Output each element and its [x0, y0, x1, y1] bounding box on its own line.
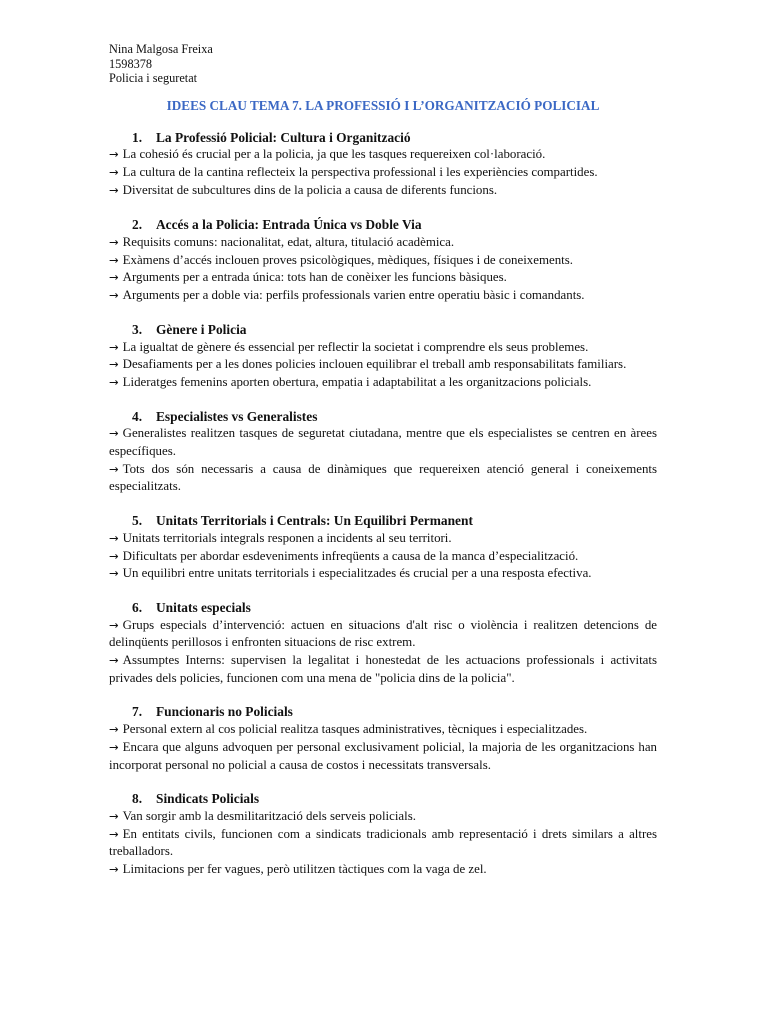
section-3	[109, 321, 657, 392]
section-8	[109, 790, 657, 879]
bullet-text: En entitats civils, funcionen com a sindicats tradicionals amb representació i drets similars a altres treballadors.	[109, 826, 657, 859]
bullet-item	[109, 461, 657, 496]
arrow-right-icon: →	[109, 739, 119, 754]
course-name: Policia i seguretat	[109, 71, 198, 85]
bullet-item	[109, 146, 657, 164]
bullet-item	[109, 356, 657, 374]
bullet-item	[109, 617, 657, 652]
arrow-right-icon: →	[109, 461, 119, 476]
arrow-right-icon: →	[109, 357, 119, 372]
bullet-item	[109, 652, 657, 687]
arrow-right-icon: →	[109, 426, 119, 441]
section-heading	[109, 129, 657, 147]
section-2	[109, 216, 657, 305]
arrow-right-icon: →	[109, 288, 119, 303]
bullet-item	[109, 374, 657, 392]
bullet-text: Van sorgir amb la desmilitarització dels serveis policials.	[122, 809, 416, 823]
bullet-item	[109, 182, 657, 200]
arrow-right-icon: →	[109, 653, 119, 668]
bullet-text: Generalistes realitzen tasques de seguretat ciutadana, mentre que els especialistes se centren en àrees específiques.	[109, 426, 657, 459]
bullet-item	[109, 339, 657, 357]
bullet-item	[109, 861, 657, 879]
bullet-item	[109, 252, 657, 270]
bullet-text: Grups especials d’intervenció: actuen en situacions d'alt risc o violència i realitzen detencions de delinqüents perillosos i enfronten situacions de risc extrem.	[109, 617, 657, 650]
arrow-right-icon: →	[109, 722, 119, 737]
section-heading-text: Especialistes vs Generalistes	[156, 408, 318, 424]
arrow-right-icon: →	[109, 339, 119, 354]
bullet-text: Dificultats per abordar esdeveniments infreqüents a causa de la manca d’especialització.	[122, 548, 579, 563]
section-number: 8.	[132, 791, 143, 807]
section-heading	[109, 216, 657, 234]
section-heading-text: Sindicats Policials	[156, 791, 260, 807]
bullet-text: La cultura de la cantina reflecteix la perspectiva professional i les experiències compartides.	[122, 164, 598, 179]
section-heading	[109, 790, 657, 808]
arrow-right-icon: →	[109, 548, 119, 563]
bullet-text: Arguments per a doble via: perfils professionals varien entre operatiu bàsic i comandants.	[122, 288, 585, 303]
section-heading-text: Accés a la Policia: Entrada Única vs Doble Via	[156, 217, 422, 233]
bullet-text: Exàmens d’accés inclouen proves psicològiques, mèdiques, físiques i de coneixements.	[122, 252, 573, 267]
document-page	[109, 42, 657, 879]
arrow-right-icon: →	[109, 617, 119, 632]
section-heading-text: La Professió Policial: Cultura i Organització	[156, 129, 411, 145]
bullet-text: Tots dos són necessaris a causa de dinàmiques que requereixen atenció general i coneixements especialitzats.	[109, 461, 657, 494]
bullet-item	[109, 721, 657, 739]
section-heading	[109, 703, 657, 721]
author-name: Nina Malgosa Freixa	[109, 42, 213, 56]
bullet-item	[109, 739, 657, 774]
bullet-item	[109, 808, 657, 826]
arrow-right-icon: →	[109, 270, 119, 285]
arrow-right-icon: →	[109, 182, 119, 197]
bullet-item	[109, 565, 657, 583]
bullet-text: Limitacions per fer vagues, però utilitzen tàctiques com la vaga de zel.	[122, 862, 487, 877]
section-number: 4.	[132, 408, 143, 424]
bullet-text: Requisits comuns: nacionalitat, edat, altura, titulació acadèmica.	[122, 235, 455, 250]
sections-container	[109, 129, 657, 879]
student-id: 1598378	[109, 56, 153, 71]
bullet-text: Personal extern al cos policial realitza tasques administratives, tècniques i especialitzades.	[122, 722, 588, 737]
bullet-text: Encara que alguns advoquen per personal exclusivament policial, la majoria de les organitzacions han incorporat personal no policial a causa de costos i necessitats transversals.	[109, 739, 657, 772]
section-heading-text: Unitats Territorials i Centrals: Un Equilibri Permanent	[156, 513, 473, 529]
arrow-right-icon: →	[109, 826, 119, 841]
arrow-right-icon: →	[109, 164, 119, 179]
arrow-right-icon: →	[109, 809, 119, 823]
bullet-text: La cohesió és crucial per a la policia, ja que les tasques requereixen col·laboració.	[122, 147, 546, 162]
section-number: 3.	[132, 321, 143, 337]
section-number: 7.	[132, 704, 143, 720]
section-7	[109, 703, 657, 774]
section-number: 2.	[132, 217, 143, 233]
document-title: IDEES CLAU TEMA 7. LA PROFESSIÓ I L’ORGANITZACIÓ POLICIAL	[166, 97, 600, 113]
section-heading	[109, 512, 657, 530]
arrow-right-icon: →	[109, 862, 119, 877]
bullet-text: Unitats territorials integrals responen a incidents al seu territori.	[122, 530, 452, 545]
bullet-item	[109, 269, 657, 287]
bullet-item	[109, 530, 657, 548]
bullet-text: Assumptes Interns: supervisen la legalitat i honestedat de les actuacions professionals i activitats privades dels policies, funcionen com una mena de "policia dins de la policia".	[109, 653, 657, 685]
bullet-text: Un equilibri entre unitats territorials i especialitzades és crucial per a una resposta efectiva.	[122, 566, 592, 581]
arrow-right-icon: →	[109, 147, 119, 162]
arrow-right-icon: →	[109, 566, 119, 581]
section-heading-text: Gènere i Policia	[156, 321, 247, 337]
section-6	[109, 599, 657, 688]
section-number: 1.	[132, 129, 143, 145]
section-heading-text: Funcionaris no Policials	[156, 704, 293, 720]
bullet-text: La igualtat de gènere és essencial per reflectir la societat i comprendre els seus problemes.	[122, 339, 589, 354]
bullet-item	[109, 234, 657, 252]
bullet-item	[109, 287, 657, 305]
bullet-text: Desafiaments per a les dones policies inclouen equilibrar el treball amb responsabilitats familiars.	[122, 357, 627, 372]
section-number: 6.	[132, 599, 143, 615]
bullet-item	[109, 425, 657, 460]
section-heading	[109, 321, 657, 339]
bullet-item	[109, 826, 657, 861]
section-heading	[109, 599, 657, 617]
bullet-text: Diversitat de subcultures dins de la policia a causa de diferents funcions.	[122, 182, 498, 197]
section-4	[109, 408, 657, 497]
bullet-text: Lideratges femenins aporten obertura, empatia i adaptabilitat a les organitzacions policials.	[122, 374, 592, 389]
arrow-right-icon: →	[109, 235, 119, 250]
section-5	[109, 512, 657, 583]
arrow-right-icon: →	[109, 252, 119, 267]
arrow-right-icon: →	[109, 530, 119, 545]
section-1	[109, 129, 657, 200]
bullet-item	[109, 164, 657, 182]
bullet-item	[109, 548, 657, 566]
section-heading	[109, 408, 657, 426]
bullet-text: Arguments per a entrada única: tots han de conèixer les funcions bàsiques.	[122, 270, 507, 285]
section-heading-text: Unitats especials	[156, 599, 251, 615]
arrow-right-icon: →	[109, 374, 119, 389]
section-number: 5.	[132, 513, 143, 529]
